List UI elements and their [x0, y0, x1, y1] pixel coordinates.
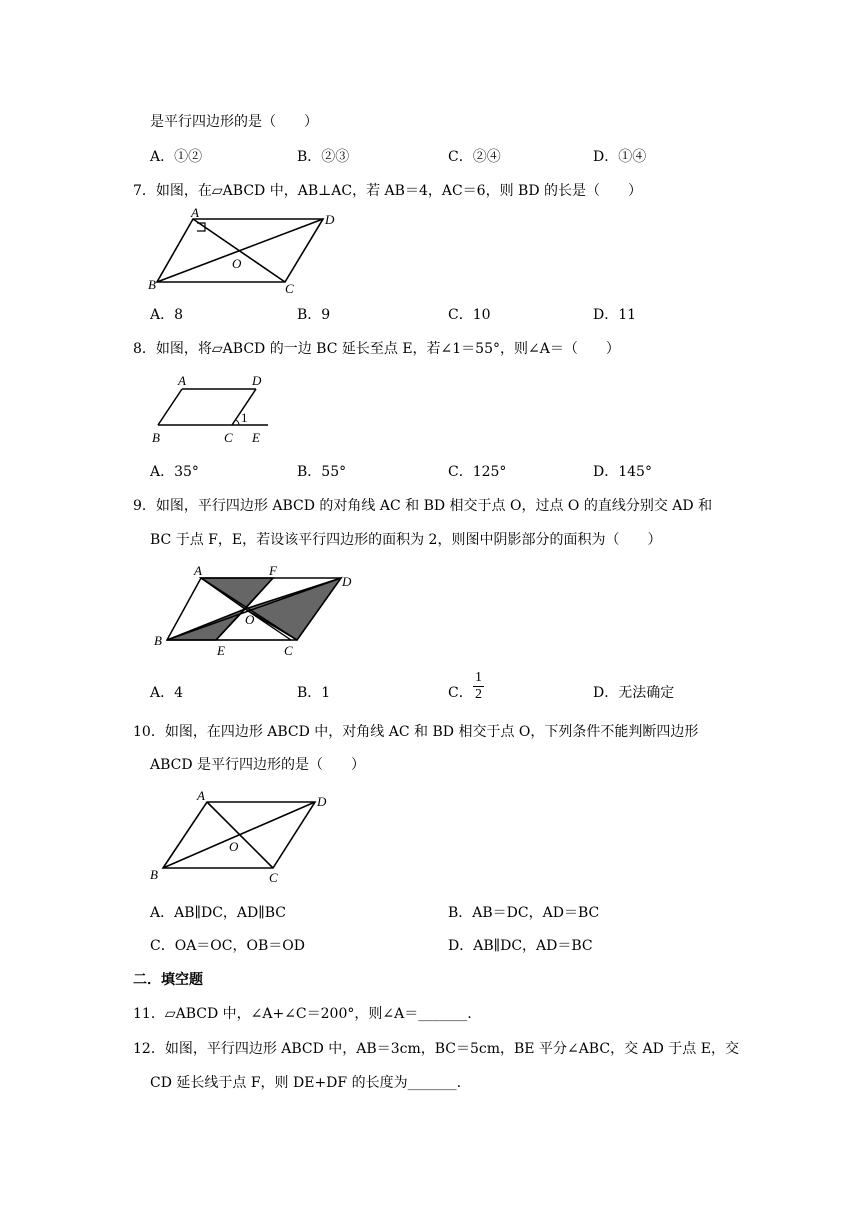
q9-option-a: A．4: [150, 685, 184, 701]
q7-option-c: C．10: [448, 307, 491, 323]
q10-option-c: C．OA＝OC，OB＝OD: [150, 938, 305, 954]
q10-option-d: D．AB∥DC，AD＝BC: [448, 938, 593, 954]
q7-label-o: O: [232, 256, 242, 271]
q7-label-a: A: [191, 205, 199, 220]
q9-option-d: D．无法确定: [593, 685, 675, 701]
q12-stem-line2: CD 延长线于点 F，则 DE+DF 的长度为_______.: [150, 1075, 462, 1091]
q12-stem-line1: 12．如图，平行四边形 ABCD 中，AB＝3cm，BC＝5cm，BE 平分∠ABC，交 AD 于点 E，交: [133, 1041, 739, 1057]
q9-option-c: C．: [448, 685, 473, 701]
q10-parallelogram-figure: [145, 786, 340, 890]
q10-option-b: B．AB＝DC，AD＝BC: [448, 905, 600, 921]
q10-label-c: C: [269, 870, 278, 885]
q8-parallelogram-figure: [148, 370, 278, 448]
q7-option-b: B．9: [297, 307, 331, 323]
q10-label-a: A: [197, 788, 205, 803]
fraction-numerator: 1: [475, 670, 482, 685]
q7-label-b: B: [148, 277, 156, 292]
q7-stem: 7．如图，在▱ABCD 中，AB⊥AC，若 AB＝4，AC＝6，则 BD 的长是（ ）: [133, 183, 643, 199]
fraction-denominator: 2: [475, 687, 482, 702]
q10-label-b: B: [150, 867, 158, 882]
q6-option-b: B．②③: [297, 149, 350, 165]
q6-option-d: D．①④: [593, 149, 647, 165]
q9-label-e: E: [217, 643, 225, 658]
q9-stem-line2: BC 于点 F，E，若设该平行四边形的面积为 2，则图中阴影部分的面积为（ ）: [150, 532, 662, 548]
q9-label-b: B: [154, 633, 162, 648]
q8-option-d: D．145°: [593, 464, 652, 480]
q9-label-c: C: [284, 643, 293, 658]
q10-label-o: O: [229, 839, 239, 854]
q8-label-d: D: [252, 373, 262, 388]
q7-parallelogram-figure: [145, 205, 340, 297]
q9-label-d: D: [342, 574, 352, 589]
q9-stem-line1: 9．如图，平行四边形 ABCD 的对角线 AC 和 BD 相交于点 O，过点 O 的直线分别交 AD 和: [133, 498, 713, 514]
q7-option-a: A．8: [150, 307, 184, 323]
q10-stem-line1: 10．如图，在四边形 ABCD 中，对角线 AC 和 BD 相交于点 O，下列条件不能判断四边形: [133, 724, 699, 740]
q9-shaded-parallelogram-figure: [145, 560, 357, 660]
q9-label-f: F: [269, 563, 277, 578]
q10-stem-line2: ABCD 是平行四边形的是（ ）: [150, 757, 366, 773]
q8-label-c: C: [224, 430, 233, 445]
q7-label-c: C: [285, 281, 294, 296]
q6-option-a: A．①②: [150, 149, 203, 165]
q9-label-a: A: [194, 563, 202, 578]
q9-option-b: B．1: [297, 685, 331, 701]
q8-label-e: E: [252, 430, 260, 445]
section-title-fill-in: 二．填空题: [133, 972, 203, 988]
q9-label-o: O: [245, 612, 255, 627]
q10-option-a: A．AB∥DC，AD∥BC: [150, 905, 286, 921]
q6-option-c: C．②④: [448, 149, 501, 165]
q10-label-d: D: [317, 794, 327, 809]
q8-option-b: B．55°: [297, 464, 347, 480]
q6-stem-continuation: 是平行四边形的是（ ）: [150, 114, 318, 130]
q8-stem: 8．如图，将▱ABCD 的一边 BC 延长至点 E，若∠1＝55°，则∠A＝（ ）: [133, 341, 620, 357]
q8-option-a: A．35°: [150, 464, 199, 480]
q7-option-d: D．11: [593, 307, 637, 323]
q7-label-d: D: [325, 212, 335, 227]
q8-label-a: A: [178, 373, 186, 388]
q8-option-c: C．125°: [448, 464, 507, 480]
q9-option-c-fraction: [473, 671, 484, 702]
q8-label-1: 1: [241, 410, 248, 425]
q8-label-b: B: [152, 430, 160, 445]
q11-stem: 11．▱ABCD 中，∠A+∠C＝200°，则∠A＝_______.: [133, 1006, 472, 1022]
